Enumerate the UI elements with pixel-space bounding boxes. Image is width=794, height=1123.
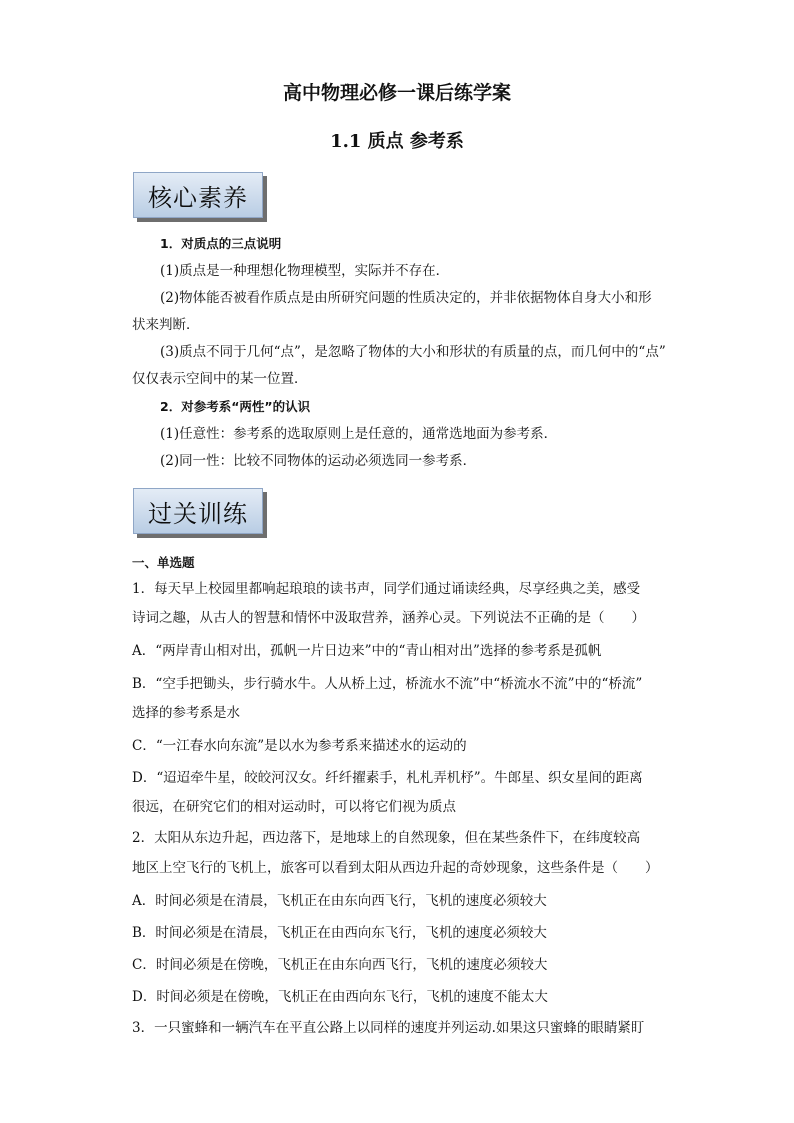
question-type-heading: 一、单选题 [132,555,195,570]
core-point-line: (3)质点不同于几何“点”，是忽略了物体的大小和形状的有质量的点，而几何中的“点” [160,344,666,360]
core-point-heading: 2．对参考系“两性”的认识 [160,399,311,414]
option-line: B．时间必须是在清晨，飞机正在由西向东飞行，飞机的速度必须较大 [132,925,547,941]
core-point-line: (1)质点是一种理想化物理模型，实际并不存在． [160,263,450,279]
core-point-line: 仅仅表示空间中的某一位置． [132,371,308,387]
question-line: 3．一只蜜蜂和一辆汽车在平直公路上以同样的速度并列运动.如果这只蜜蜂的眼睛紧盯 [132,1020,645,1036]
section-badge-core: 核心素养 [133,172,263,218]
core-point-line: (2)物体能否被看作质点是由所研究问题的性质决定的，并非依据物体自身大小和形 [160,290,652,306]
question-line: 诗词之趣，从古人的智慧和情怀中汲取营养，涵养心灵。下列说法不正确的是（ ） [132,610,645,626]
core-point-line: (2)同一性：比较不同物体的运动必须选同一参考系． [160,453,477,469]
option-line: D．“迢迢牵牛星，皎皎河汉女。纤纤擢素手，札札弄机杼”。牛郎星、织女星间的距离 [132,770,643,786]
option-line: C．时间必须是在傍晚，飞机正在由东向西飞行，飞机的速度必须较大 [132,957,548,973]
option-line: 选择的参考系是水 [132,705,240,721]
option-line: B．“空手把锄头，步行骑水牛。人从桥上过，桥流水不流”中“桥流水不流”中的“桥流” [132,676,643,692]
document-title: 高中物理必修一课后练学案 [282,82,511,104]
option-line: D．时间必须是在傍晚，飞机正在由西向东飞行，飞机的速度不能太大 [132,989,548,1005]
option-line: 很远，在研究它们的相对运动时，可以将它们视为质点 [132,799,456,815]
option-line: A．“两岸青山相对出，孤帆一片日边来”中的“青山相对出”选择的参考系是孤帆 [132,643,602,659]
lesson-title: 1.1 质点 参考系 [330,131,464,152]
option-line: A．时间必须是在清晨，飞机正在由东向西飞行，飞机的速度必须较大 [132,893,547,909]
option-line: C．“一江春水向东流”是以水为参考系来描述水的运动的 [132,738,467,754]
core-point-heading: 1．对质点的三点说明 [160,236,282,251]
core-point-line: (1)任意性：参考系的选取原则上是任意的，通常选地面为参考系． [160,426,558,442]
section-badge-training: 过关训练 [133,488,263,534]
question-line: 1．每天早上校园里都响起琅琅的读书声，同学们通过诵读经典，尽享经典之美，感受 [132,581,641,597]
question-line: 地区上空飞行的飞机上，旅客可以看到太阳从西边升起的奇妙现象，这些条件是（ ） [132,860,659,876]
core-point-line: 状来判断． [132,317,200,333]
question-line: 2．太阳从东边升起，西边落下，是地球上的自然现象，但在某些条件下，在纬度较高 [132,830,641,846]
